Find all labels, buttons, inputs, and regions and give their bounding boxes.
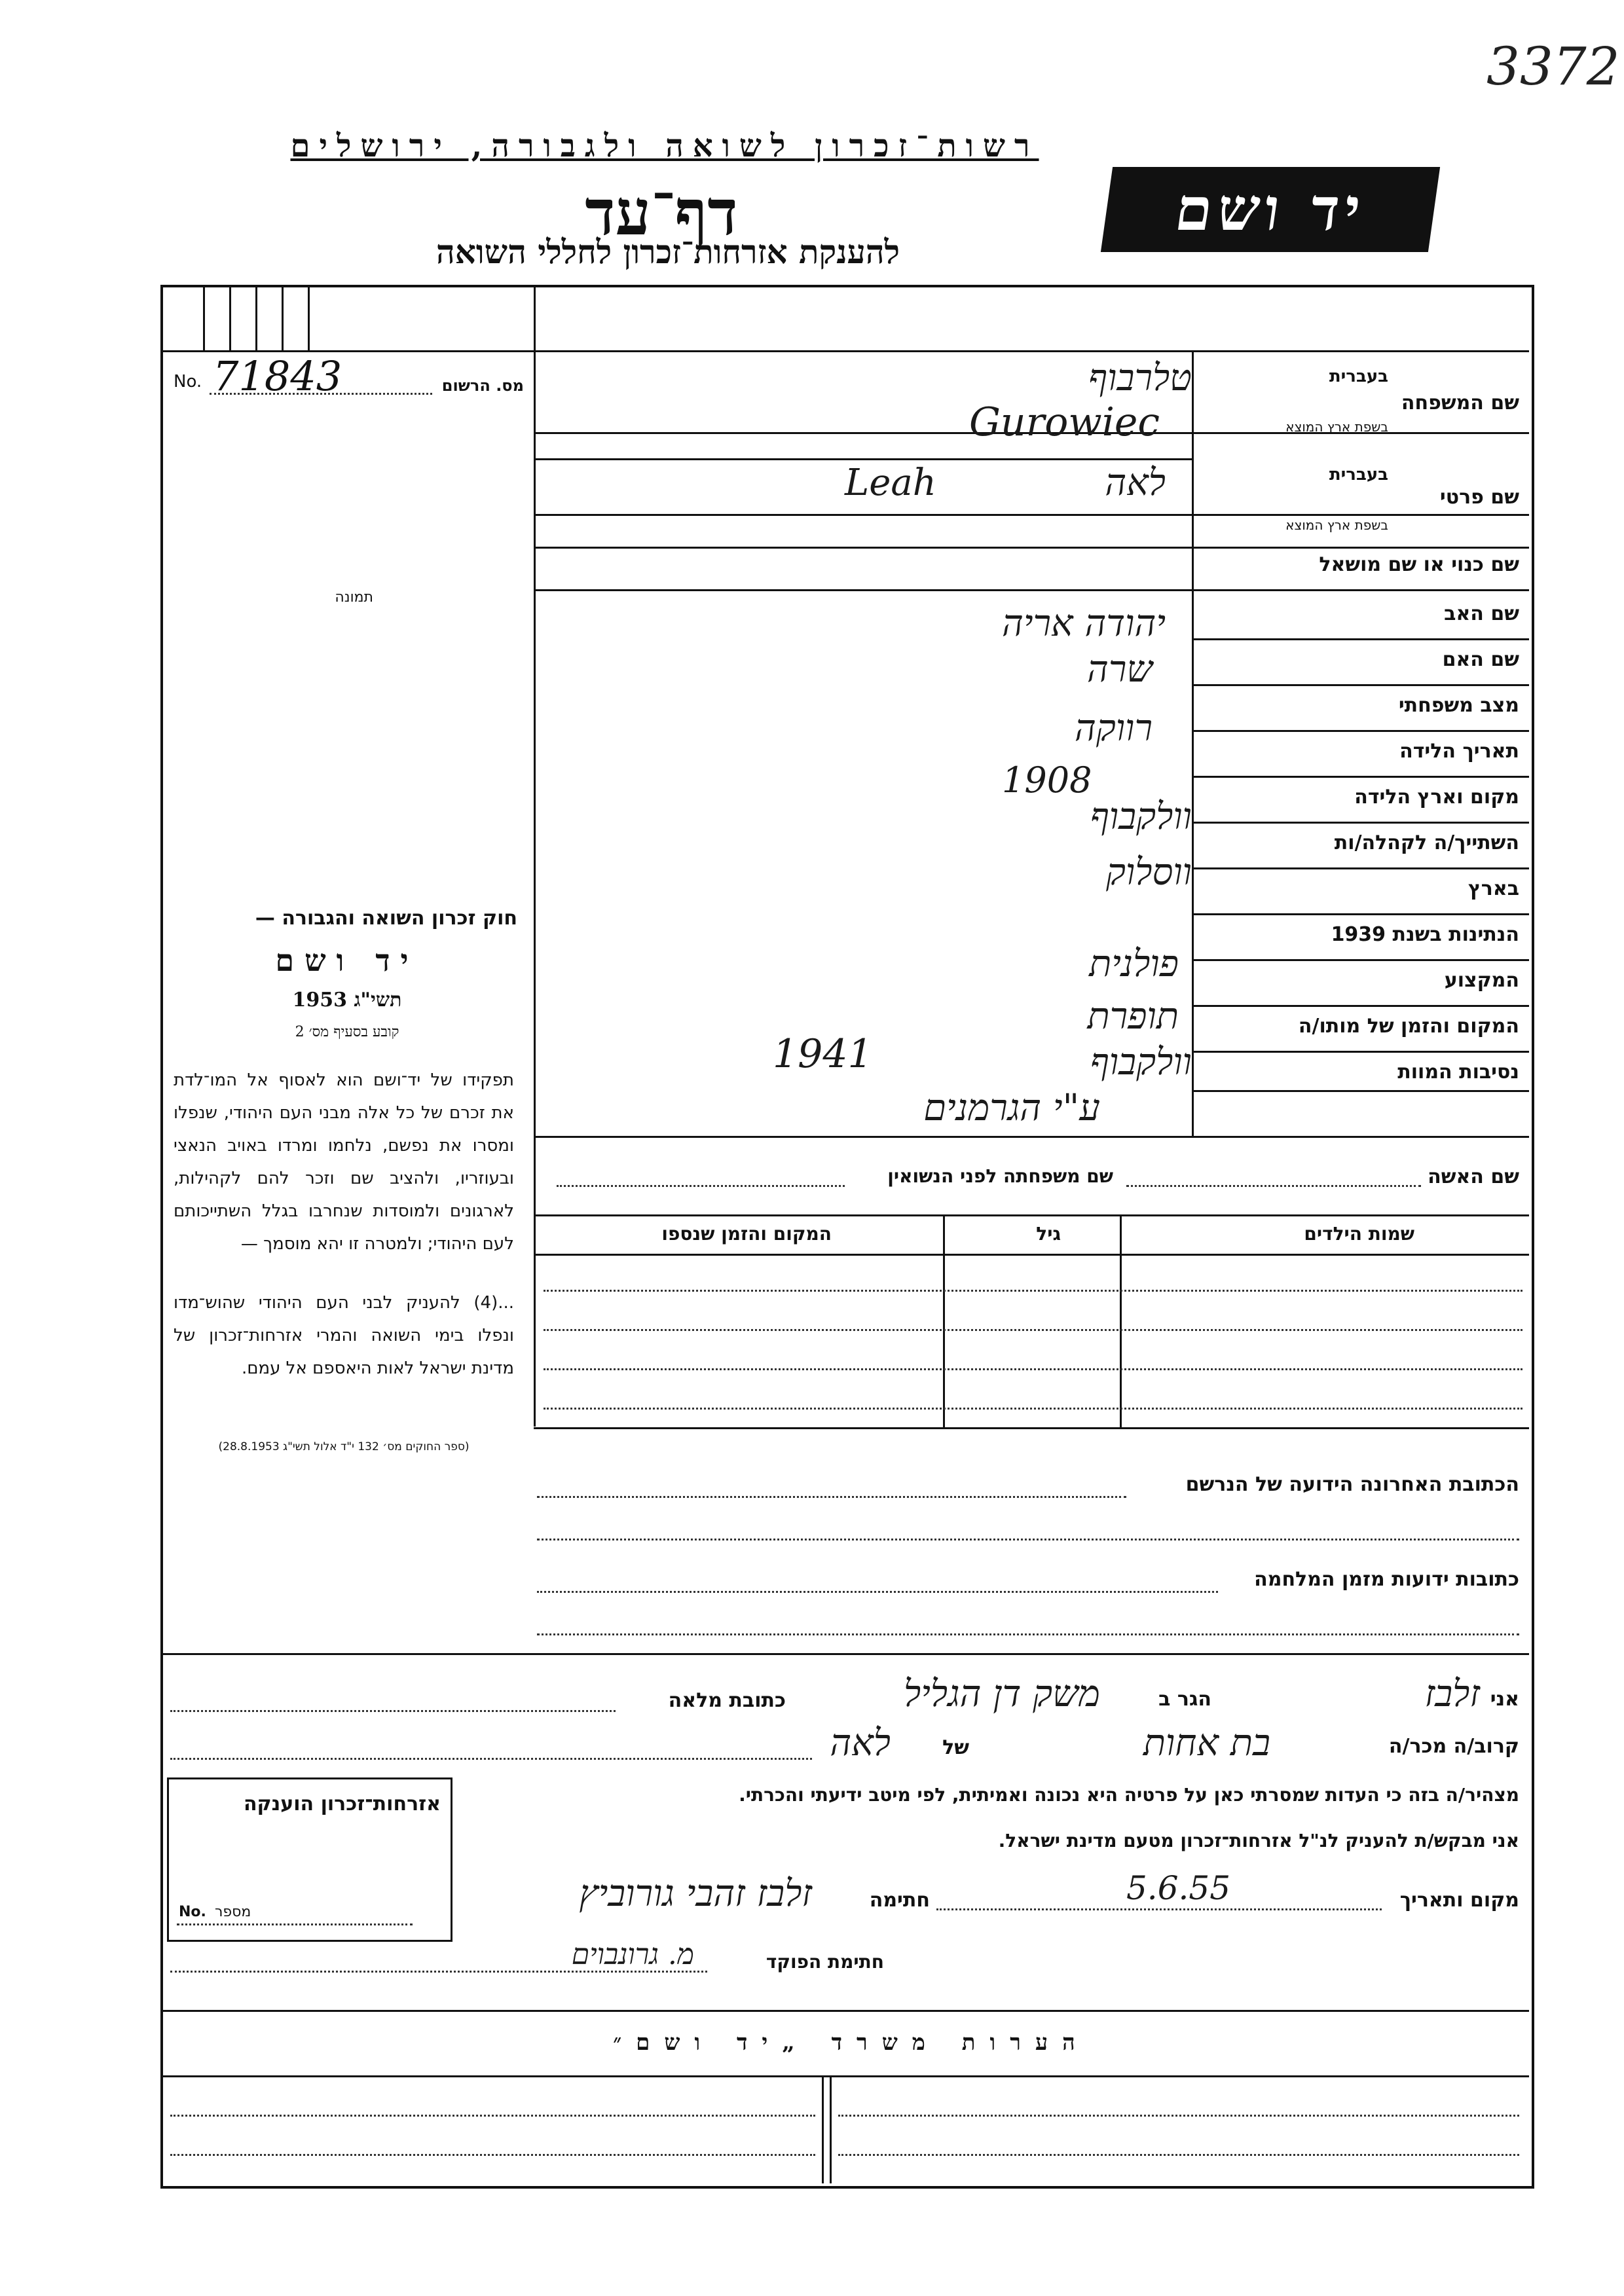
marital-value: רווקה — [1075, 707, 1153, 750]
signature-label: חתימה — [869, 1889, 930, 1912]
stamp-number: 3372 — [1486, 36, 1620, 97]
war-address-label: כתובות ידועות מזמן המלחמה — [1254, 1568, 1519, 1591]
declarant-label: אני — [1490, 1688, 1519, 1711]
citizenship-value: פולנית — [1089, 943, 1179, 985]
birth-place-label: מקום וארץ הלידה — [1354, 786, 1519, 809]
relative-value: בת אחות — [1143, 1722, 1270, 1764]
place-date-label: מקום ותאריך — [1399, 1889, 1519, 1912]
form-subtitle: להענקת אזרחות־זכרון לחללי השואה — [436, 232, 900, 271]
first-name-orig-value: Leah — [845, 462, 936, 504]
father-value: יהודה אריה — [1002, 602, 1166, 645]
birth-date-value: 1908 — [1002, 759, 1092, 801]
authority-title: רשות־זכרון לשואה ולגבורה, ירושלים — [290, 128, 1039, 164]
reg-no-label: No. — [174, 372, 202, 392]
community-value: ווסלוק — [1105, 851, 1192, 894]
family-name-orig-value: Gurowiec — [969, 399, 1160, 445]
first-name-sub-orig: בשפת ארץ המוצא — [1285, 517, 1388, 533]
first-name-he-value: לאה — [1105, 462, 1166, 504]
birth-date-label: תאריך הלידה — [1399, 740, 1519, 763]
community-label: השתייך/ה לקהלה/ות — [1334, 831, 1519, 854]
label-column-divider — [1192, 350, 1194, 1136]
citizenship-box-num: מספר — [215, 1904, 251, 1920]
mother-value: שרה — [1087, 648, 1153, 691]
law-source: (ספר החוקים מס׳ 132 י"ד אלול תשי"ג 28.8.1953) — [218, 1440, 470, 1453]
resident-value: משק דן הגליל — [904, 1673, 1100, 1715]
family-name-sub-he: בעברית — [1329, 367, 1388, 386]
reg-label: מס. הרשום — [441, 376, 524, 395]
death-cause-value: ע"י הגרמנים — [923, 1087, 1100, 1129]
mother-label: שם האם — [1442, 648, 1519, 671]
marital-label: מצב משפחתי — [1398, 694, 1519, 717]
citizenship-box-title: אזרחות־זכרון הוענקה — [243, 1793, 441, 1815]
country-label: בארץ — [1467, 877, 1519, 900]
death-place-label: המקום והזמן של מותו/ה — [1298, 1015, 1519, 1038]
officer-value: מ. גרונבוים — [571, 1938, 694, 1971]
law-text-1: תפקידו של יד־ושם הוא לאסוף אל המו־לדת את זכרם של כל אלה מבני העם היהודי, שנפלו ומסרו את נפשם, נלחמו ומרדו באויב הנאצי ובעוזריו, ולהציב שם וזכר להם לקהילות, לארגונים ולמוסדות שנחרבו בגלל השתייכותם לעם היהודי; ולמטרה זו יהא מוסמך — — [174, 1070, 514, 1254]
first-name-label: שם פרטי — [1439, 486, 1519, 509]
profession-value: תופרת — [1087, 995, 1179, 1038]
place-date-value: 5.6.55 — [1126, 1869, 1231, 1907]
citizenship-granted-box — [167, 1777, 452, 1942]
wife-label: שם האשה — [1428, 1165, 1519, 1188]
children-names-header: שמות הילדים — [1304, 1223, 1414, 1245]
statement-2: אני מבקש/ת להעניק לנ"ל אזרחות־זכרון מטעם מדינת ישראל. — [998, 1830, 1519, 1851]
family-name-label: שם המשפחה — [1401, 392, 1519, 414]
resident-label: הגר ב — [1158, 1688, 1211, 1711]
profession-label: המקצוע — [1444, 969, 1519, 992]
officer-label: חתימת הפוקד — [766, 1951, 884, 1973]
nickname-label: שם כנוי או שם מושאל — [1319, 553, 1519, 576]
children-place-header: המקום והזמן שנספו — [661, 1223, 832, 1245]
maiden-name-label: שם משפחתה לפני הנשואין — [887, 1165, 1113, 1187]
law-year: תשי"ג 1953 — [292, 989, 402, 1011]
signature-value: זלבז זהבי גורוביץ — [579, 1872, 812, 1915]
first-name-sub-he: בעברית — [1329, 465, 1388, 484]
family-name-he-value: טלרבוף — [1088, 357, 1192, 399]
death-cause-label: נסיבות המוות — [1397, 1061, 1519, 1084]
logo-text: יד ושם — [1170, 175, 1371, 244]
family-name-sub-orig: בשפת ארץ המוצא — [1285, 419, 1388, 435]
statement-1: מצהיר/ה בזה כי העדות שמסרתי כאן על פרטיה היא נכונה ואמיתית, לפי מיטב ידיעתי והכרתי. — [739, 1784, 1519, 1806]
children-age-header: גיל — [1036, 1223, 1061, 1245]
declarant-value: זלבז — [1424, 1673, 1480, 1715]
of-label: של — [942, 1736, 969, 1759]
last-address-label: הכתובת האחרונה הידועה של הנרשם — [1185, 1473, 1519, 1496]
relative-label: קרוב/ה מכר/ה — [1388, 1735, 1519, 1758]
birth-place-value: וולקבוף — [1090, 795, 1192, 838]
form-title: דף־עד — [585, 175, 738, 249]
of-value: לאה — [830, 1722, 891, 1764]
citizenship-box-no: No. — [179, 1904, 206, 1920]
law-name: יד ושם — [275, 943, 419, 978]
law-heading: חוק זכרון השואה והגבורה — — [255, 907, 517, 930]
notes-title: הערות משרד „יד ושם״ — [613, 2030, 1090, 2056]
father-label: שם האב — [1444, 602, 1519, 625]
law-clause: קובע בסעיף מס׳ 2 — [295, 1024, 399, 1040]
death-year-value: 1941 — [773, 1031, 873, 1077]
law-text-2: ...(4) להעניק לבני העם היהודי שהוש־מדו ונפלו בימי השואה והמרי אזרחות־זכרון של מדינת ישראל לאות היאספם אל עמם. — [174, 1293, 514, 1378]
death-place-value: וולקבוף — [1090, 1041, 1192, 1084]
photo-label: תמונה — [335, 589, 373, 606]
citizenship-label: הנתינות בשנת 1939 — [1331, 923, 1519, 946]
yad-vashem-logo — [1101, 167, 1440, 252]
full-address-label: כתובת מלאה — [668, 1689, 786, 1712]
reg-no-value: 71843 — [213, 352, 342, 400]
